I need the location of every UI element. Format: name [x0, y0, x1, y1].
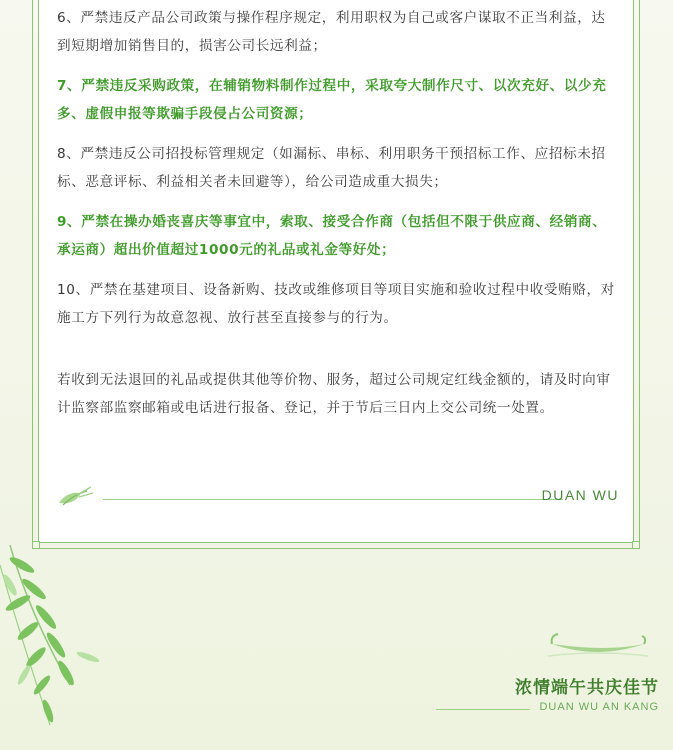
rule-9: 9、严禁在操办婚丧喜庆等事宜中，索取、接受合作商（包括但不限于供应商、经销商、承运商）超出价值超过1000元的礼品或礼金等好处； [57, 214, 607, 258]
slogan-divider [436, 709, 530, 710]
rule-10: 10、严禁在基建项目、设备新购、技改或维修项目等项目实施和验收过程中收受贿赂，对施工方下列行为故意忽视、放行甚至直接参与的行为。 [57, 282, 615, 326]
festival-slogan: 浓情端午共庆佳节 [515, 678, 659, 698]
footer-divider [103, 499, 563, 500]
frame-corner [632, 541, 640, 549]
festival-slogan-subtitle: DUAN WU AN KANG [539, 701, 659, 713]
rule-7: 7、严禁违反采购政策，在辅销物料制作过程中，采取夸大制作尺寸、以次充好、以少充多、虚假申报等欺骗手段侵占公司资源； [57, 78, 607, 122]
footer-label: DUAN WU [541, 487, 619, 503]
rule-6: 6、严禁违反产品公司政策与操作程序规定，利用职权为自己或客户谋取不正当利益，达到短期增加销售目的，损害公司长远利益； [57, 10, 606, 54]
zongzi-leaf-icon [57, 485, 95, 511]
rule-8: 8、严禁违反公司招投标管理规定（如漏标、串标、利用职务干预招标工作、应招标未招标、恶意评标、利益相关者未回避等），给公司造成重大损失； [57, 146, 606, 190]
notice-paragraph: 若收到无法退回的礼品或提供其他等价物、服务，超过公司规定红线金额的，请及时向审计监察部监察邮箱或电话进行报备、登记，并于节后三日内上交公司统一处置。 [57, 372, 611, 416]
willow-branch-decoration [0, 545, 150, 745]
card-footer [57, 485, 619, 513]
dragon-boat-icon [548, 630, 648, 664]
